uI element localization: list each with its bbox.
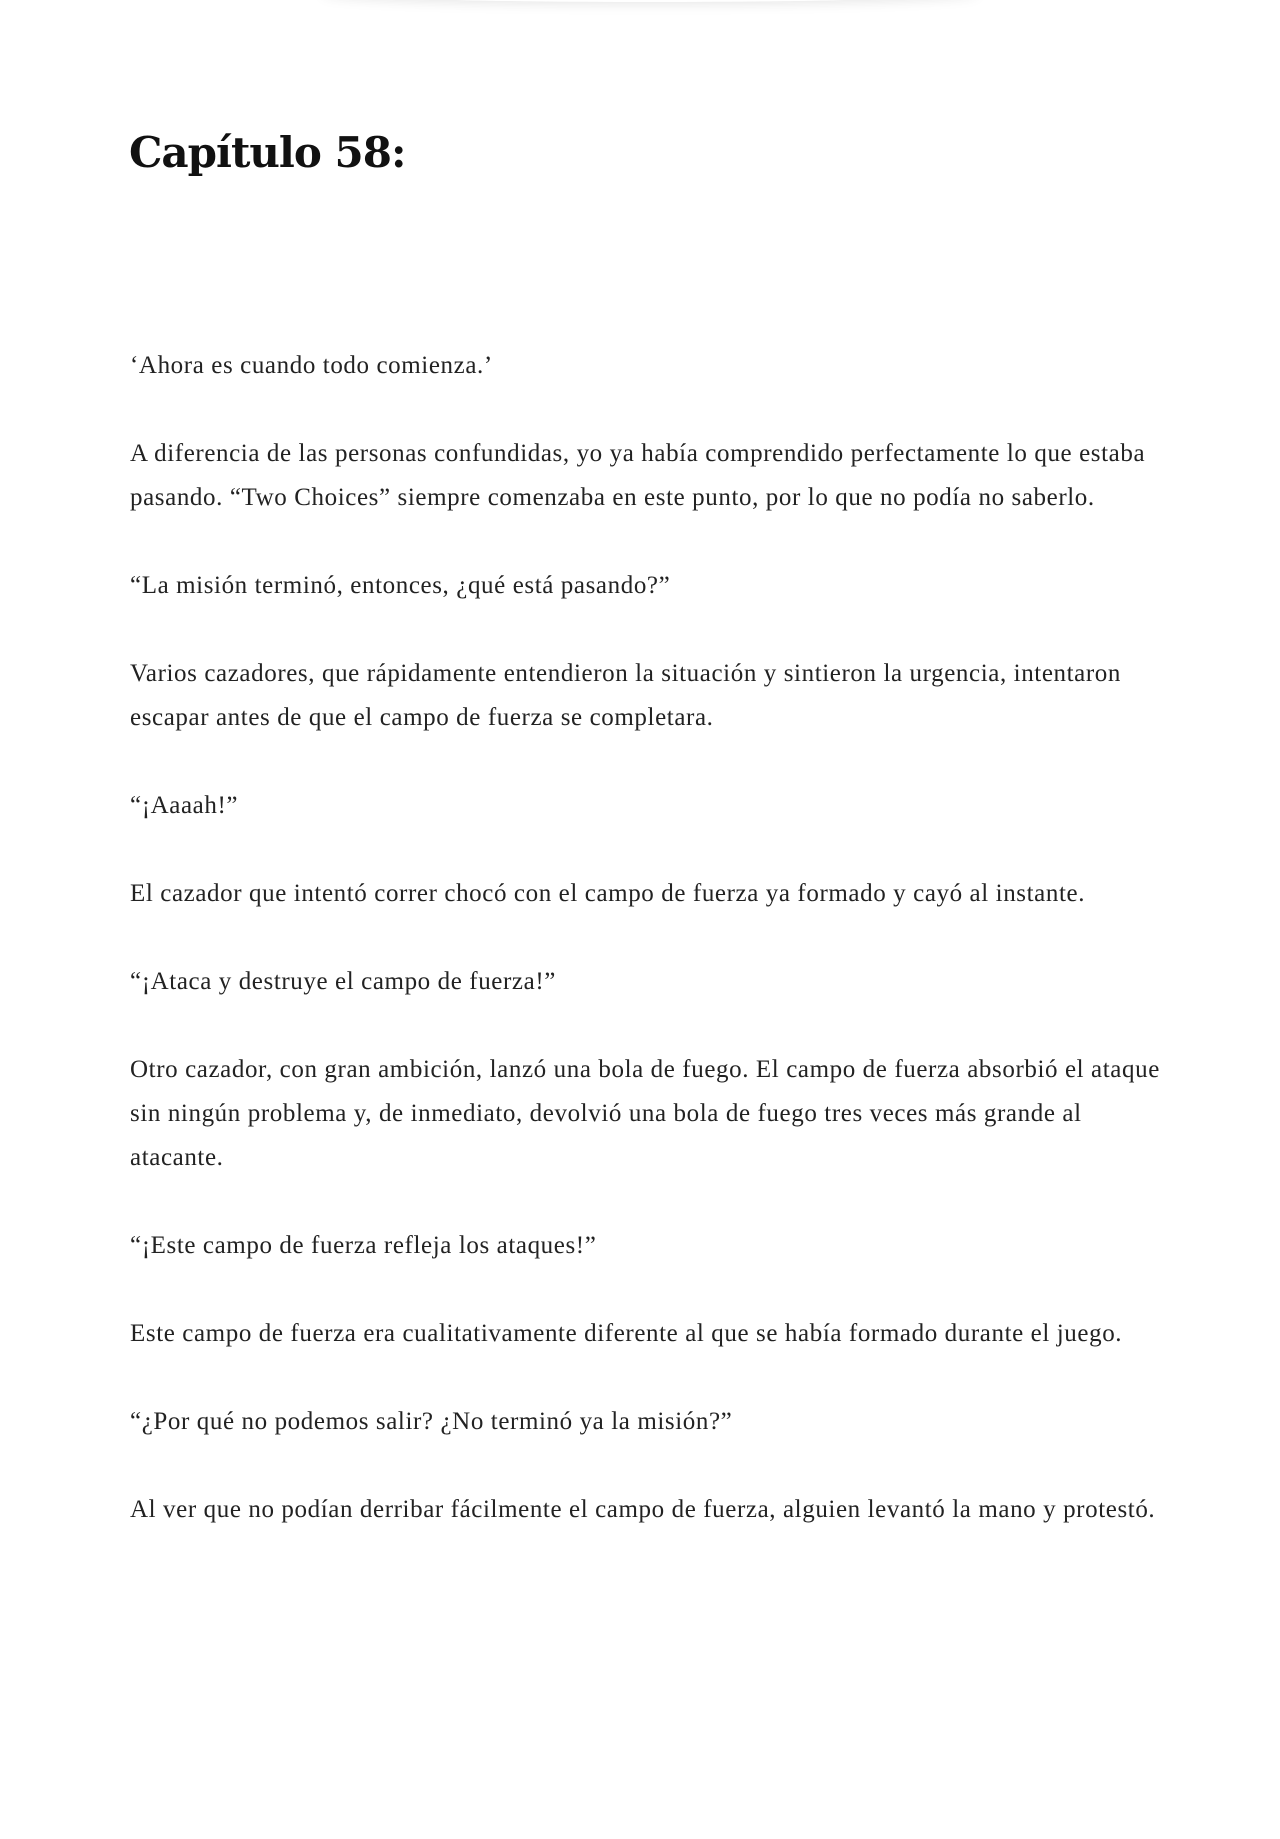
paragraph: “¡Aaaah!”	[130, 792, 239, 819]
paragraph: “¡Este campo de fuerza refleja los ataques!”	[130, 1232, 597, 1259]
top-page-shadow	[320, 0, 980, 2]
paragraph: Varios cazadores, que rápidamente entendieron la situación y sintieron la urgencia, intentaron escapar antes de que el campo de fuerza se completara.	[130, 660, 1122, 731]
paragraph: El cazador que intentó correr chocó con el campo de fuerza ya formado y cayó al instante.	[130, 880, 1086, 907]
paragraph: “La misión terminó, entonces, ¿qué está pasando?”	[130, 572, 671, 599]
paragraph: Otro cazador, con gran ambición, lanzó una bola de fuego. El campo de fuerza absorbió el ataque sin ningún problema y, de inmediato, devolvió una bola de fuego tres veces más grande al atacante.	[130, 1056, 1160, 1171]
paragraph: Este campo de fuerza era cualitativamente diferente al que se había formado durante el juego.	[130, 1320, 1123, 1347]
paragraph: A diferencia de las personas confundidas, yo ya había comprendido perfectamente lo que estaba pasando. “Two Choices” siempre comenzaba en este punto, por lo que no podía no saberlo.	[130, 440, 1146, 511]
chapter-body	[130, 344, 1160, 1576]
paragraph: ‘Ahora es cuando todo comienza.’	[130, 352, 493, 379]
paragraph: Al ver que no podían derribar fácilmente el campo de fuerza, alguien levantó la mano y protestó.	[130, 1496, 1156, 1523]
chapter-title: Capítulo 58:	[129, 128, 406, 177]
paragraph: “¡Ataca y destruye el campo de fuerza!”	[130, 968, 556, 995]
paragraph: “¿Por qué no podemos salir? ¿No terminó ya la misión?”	[130, 1408, 733, 1435]
